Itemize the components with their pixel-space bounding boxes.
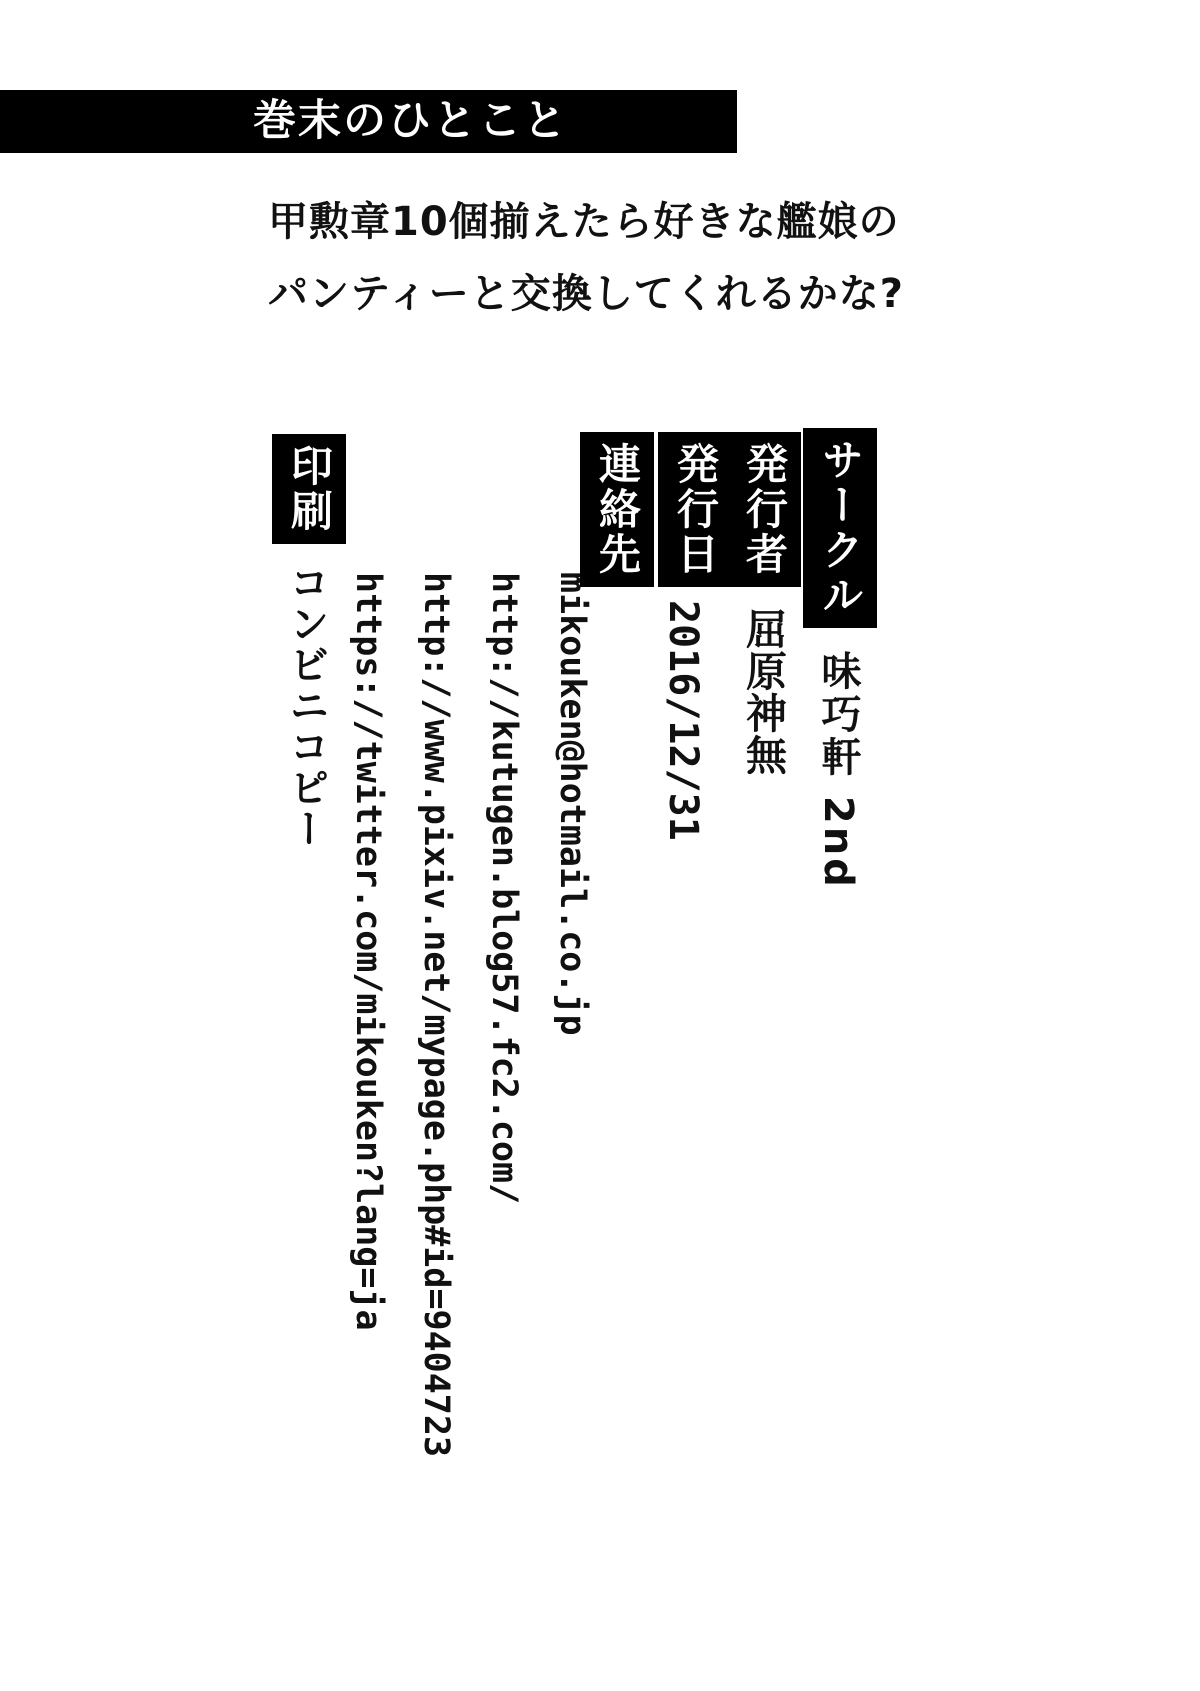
circle-label: サークル: [803, 428, 877, 628]
afterword-comment-line-1: 甲勲章10個揃えたら好きな艦娘の: [268, 199, 900, 245]
printing-label: 印刷: [272, 434, 346, 544]
contact-blog-url: http://kutugen.blog57.fc2.com/: [484, 572, 524, 1205]
printing-method: コンビニコピー: [283, 562, 329, 849]
publisher-label: 発行者: [727, 432, 801, 587]
publish-date-value: 2016/12/31: [660, 600, 706, 841]
contact-email: mikouken@hotmail.co.jp: [552, 572, 592, 1036]
publish-date-label: 発行日: [658, 432, 732, 587]
page-title-banner: 巻末のひとこと: [0, 90, 737, 153]
circle-name: 味巧軒 2nd: [815, 650, 861, 890]
publisher-name: 屈原神無: [739, 608, 787, 776]
contact-list: [334, 572, 606, 1457]
afterword-comment-line-2: パンティーと交換してくれるかな?: [268, 271, 905, 317]
contact-label: 連絡先: [580, 432, 654, 587]
contact-pixiv-url: http://www.pixiv.net/mypage.php#id=9404723: [416, 572, 456, 1458]
contact-twitter-url: https://twitter.com/mikouken?lang=ja: [348, 572, 388, 1331]
